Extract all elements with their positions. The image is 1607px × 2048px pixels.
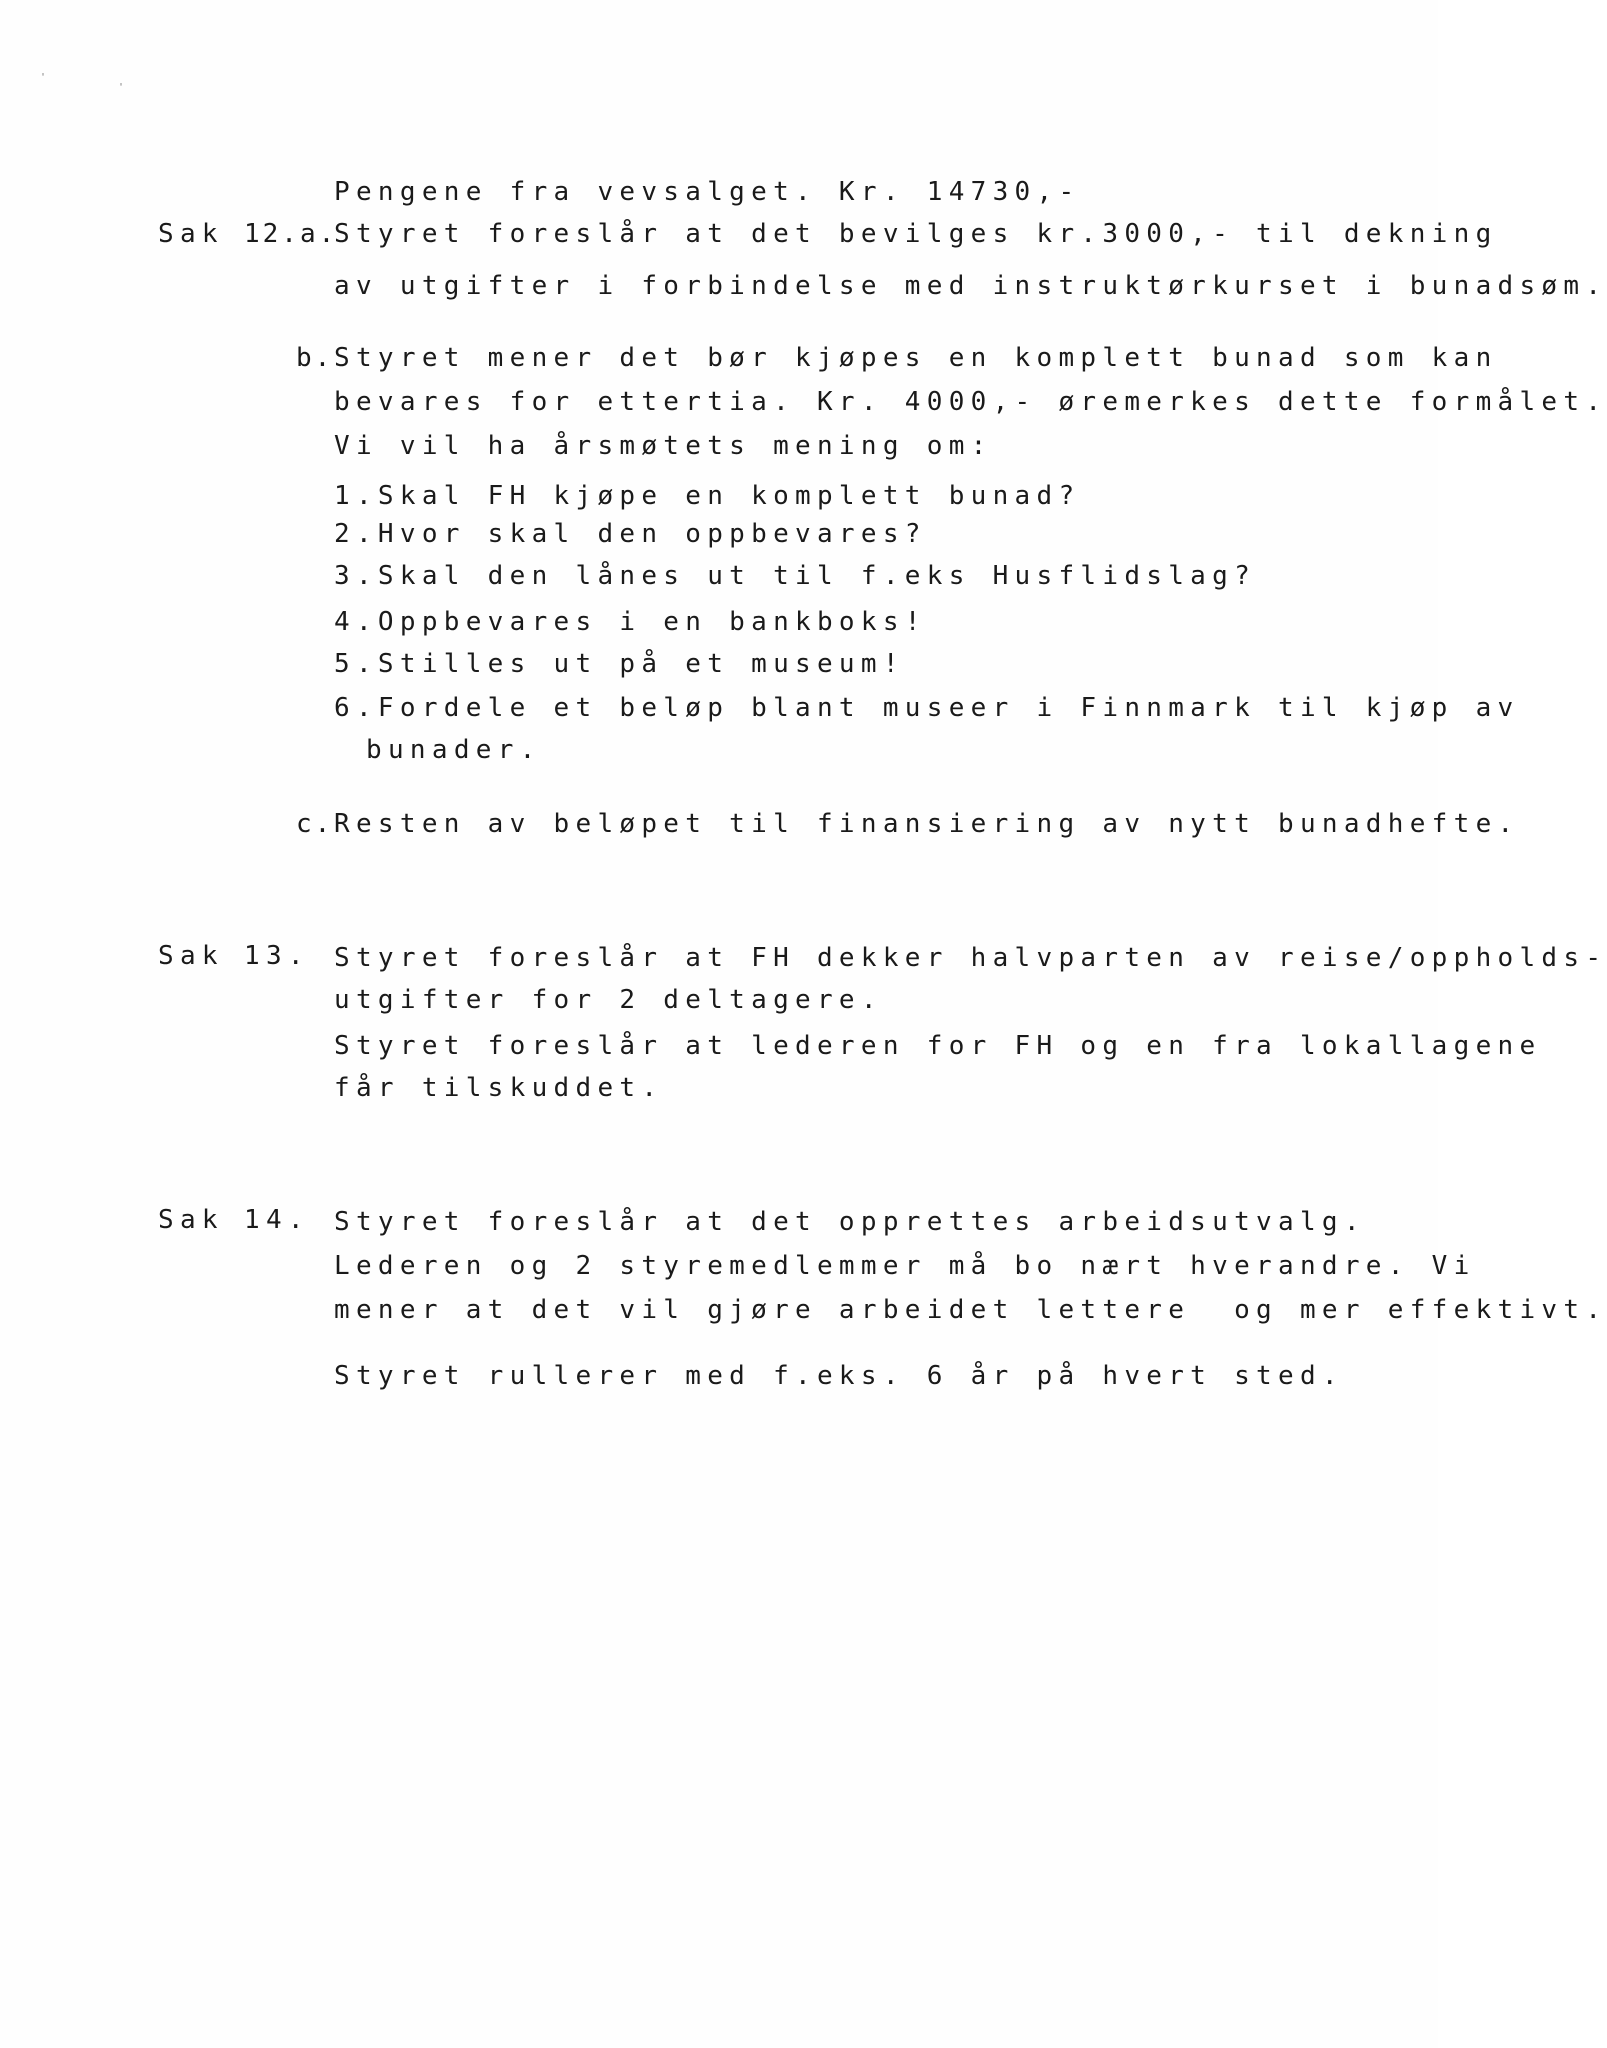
sak13-line-2: utgifter for 2 deltagere. xyxy=(334,985,883,1015)
sak14-line-3: mener at det vil gjøre arbeidet lettere og mer effektivt. xyxy=(334,1295,1607,1325)
scan-mark: ' xyxy=(40,72,47,83)
sak13-number: 13. xyxy=(244,941,310,971)
question-2: 2.Hvor skal den oppbevares? xyxy=(334,519,927,549)
question-1: 1.Skal FH kjøpe en komplett bunad? xyxy=(334,481,1081,511)
sak12c-line: Resten av beløpet til finansiering av nytt bunadhefte. xyxy=(334,809,1520,839)
sak13-line-4: får tilskuddet. xyxy=(334,1073,664,1103)
sak14-last-line: Styret rullerer med f.eks. 6 år på hvert sted. xyxy=(334,1361,1344,1391)
sak14-label: Sak xyxy=(158,1205,224,1235)
sak14-line-1: Styret foreslår at det opprettes arbeidsutvalg. xyxy=(334,1207,1366,1237)
sak13-label: Sak xyxy=(158,941,224,971)
question-3: 3.Skal den lånes ut til f.eks Husflidslag? xyxy=(334,561,1257,591)
question-5: 5.Stilles ut på et museum! xyxy=(334,649,905,679)
question-4: 4.Oppbevares i en bankboks! xyxy=(334,607,927,637)
sak12-number: 12.a. xyxy=(244,219,338,249)
scan-mark: ' xyxy=(118,82,125,93)
sak12-label: Sak xyxy=(158,219,224,249)
sak12c-marker: c. xyxy=(296,809,334,839)
sak12b-marker: b. xyxy=(296,343,334,373)
sak12a-line-1: Styret foreslår at det bevilges kr.3000,- til dekning xyxy=(334,219,1498,249)
sak14-number: 14. xyxy=(244,1205,310,1235)
sak12b-line-3: Vi vil ha årsmøtets mening om: xyxy=(334,431,993,461)
intro-line: Pengene fra vevsalget. Kr. 14730,- xyxy=(334,177,1081,207)
sak12a-line-2: av utgifter i forbindelse med instruktørkurset i bunadsøm. xyxy=(334,271,1607,301)
question-6: 6.Fordele et beløp blant museer i Finnmark til kjøp av xyxy=(334,693,1520,723)
sak12b-line-1: Styret mener det bør kjøpes en komplett bunad som kan xyxy=(334,343,1498,373)
sak13-line-3: Styret foreslår at lederen for FH og en fra lokallagene xyxy=(334,1031,1542,1061)
sak12b-line-2: bevares for ettertia. Kr. 4000,- øremerkes dette formålet. xyxy=(334,387,1607,417)
sak13-line-1: Styret foreslår at FH dekker halvparten av reise/oppholds- xyxy=(334,943,1607,973)
sak14-line-2: Lederen og 2 styremedlemmer må bo nært hverandre. Vi xyxy=(334,1251,1476,1281)
question-6-cont: bunader. xyxy=(366,735,542,765)
